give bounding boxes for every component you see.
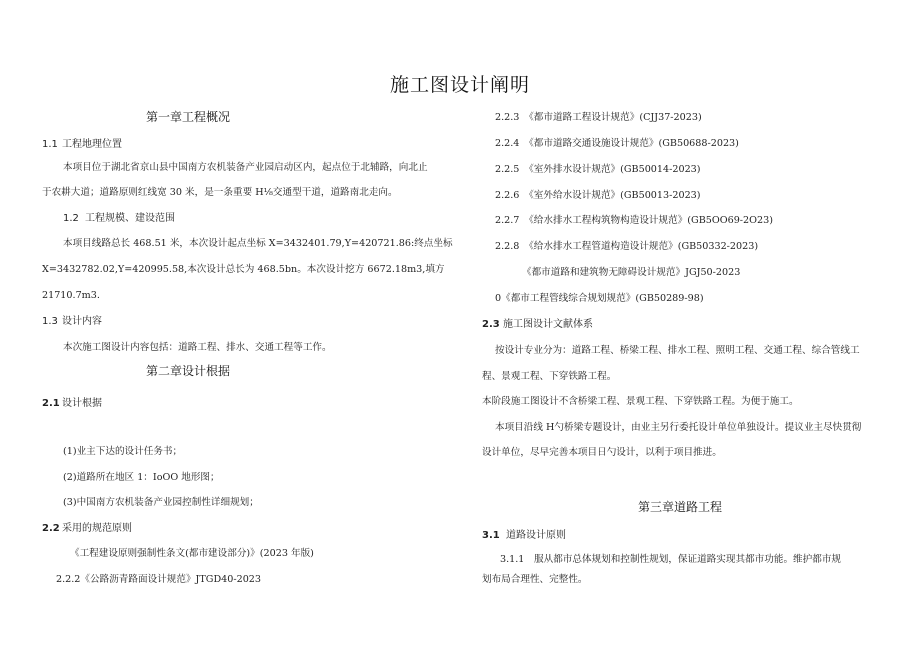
- section-2-2-number: 2.2: [42, 523, 60, 534]
- section-2-3-title: 施工图设计文献体系: [503, 319, 593, 330]
- paragraph-scale-line-2: X=3432782.02,Y=420995.58,本次设计总长为 468.5bn。本次设计挖方 6672.18m3,填方: [42, 264, 445, 275]
- section-1-1-number: 1.1: [42, 139, 58, 150]
- section-2-2-title: 采用的规范原则: [62, 523, 132, 534]
- section-3-1-number: 3.1: [482, 530, 500, 541]
- section-2-1-title: 设计根据: [62, 398, 102, 409]
- standard-item-2-2-3: 2.2.3 《都市道路工程设计规范》(CJJ37-2023): [495, 112, 702, 123]
- section-2-3-number: 2.3: [482, 319, 500, 330]
- section-2-1-number: 2.1: [42, 398, 60, 409]
- section-1-3-number: 1.3: [42, 316, 58, 327]
- paragraph-scale-line-1: 本项目线路总长 468.51 米，本次设计起点坐标 X=3432401.79,Y=420721.86:终点坐标: [63, 238, 453, 249]
- paragraph-content: 本次施工图设计内容包括：道路工程、排水、交通工程等工作。: [63, 342, 332, 353]
- chapter-1-heading: 第一章工程概况: [146, 110, 231, 124]
- basis-item-2: (2)道路所在地区 1：IoOO 地形图；: [63, 472, 220, 483]
- basis-item-3: (3)中国南方农机装备产业园控制性详细规划；: [63, 497, 259, 508]
- paragraph-principle-line-2: 划布局合理性、完整性。: [482, 574, 588, 585]
- chapter-3-heading: 第三章道路工程: [638, 500, 723, 514]
- standard-item-2-2-8: 2.2.8 《给水排水工程管道构造设计规范》(GB50332-2023): [495, 241, 759, 252]
- standard-item-accessibility: 《都市道路和建筑物无障碍设计规范》JGJ50-2023: [522, 267, 741, 278]
- standard-item-2-2-6: 2.2.6 《室外给水设计规范》(GB50013-2023): [495, 190, 701, 201]
- section-1-2-number: 1.2: [63, 213, 79, 224]
- standard-item-pipelines: 0《都市工程管线综合规划规范》(GB50289-98): [495, 293, 704, 304]
- section-3-1-title: 道路设计原则: [506, 530, 566, 541]
- paragraph-scale-line-3: 21710.7m3.: [42, 290, 100, 301]
- paragraph-disciplines-line-1: 按设计专业分为：道路工程、桥梁工程、排水工程、照明工程、交通工程、综合管线工: [495, 345, 860, 356]
- standard-item-2-2-5: 2.2.5 《室外排水设计规范》(GB50014-2023): [495, 164, 701, 175]
- paragraph-disciplines-line-2: 程、景观工程、下穿铁路工程。: [482, 371, 617, 382]
- basis-item-1: (1)业主下达的设计任务书；: [63, 446, 183, 457]
- section-1-2-title: 工程规模、建设范围: [85, 213, 175, 224]
- document-title: 施工图设计阐明: [389, 74, 530, 96]
- chapter-2-heading: 第二章设计根据: [146, 364, 231, 378]
- section-1-3-title: 设计内容: [62, 316, 102, 327]
- section-1-1-title: 工程地理位置: [62, 139, 122, 150]
- paragraph-location-line-2: 于农耕大道；道路原则红线宽 30 米，是一条重要 H⅛交通型干道，道路南北走向。: [42, 187, 398, 198]
- paragraph-location-line-1: 本项目位于湖北省京山县中国南方农机装备产业园启动区内，起点位于北辅路，向北止: [63, 162, 428, 173]
- standard-item-2-2-7: 2.2.7 《给水排水工程构筑物构造设计规范》(GB5OO69-2O23): [495, 215, 773, 226]
- standard-item-2: 2.2.2《公路沥青路面设计规范》JTGD40-2023: [56, 574, 262, 585]
- standard-item-2-2-4: 2.2.4 《都市道路交通设施设计规范》(GB50688-2023): [495, 138, 739, 149]
- paragraph-bridge-line-1: 本项目沿线 H勺桥梁专题设计，由业主另行委托设计单位单独设计。提议业主尽快贯彻: [495, 422, 862, 433]
- paragraph-scope-exclusion: 本阶段施工图设计不含桥梁工程、景观工程、下穿铁路工程。为便于施工。: [482, 396, 799, 407]
- paragraph-principle-line-1: 3.1.1 服从都市总体规划和控制性规划，保证道路实现其都市功能。维护都市规: [500, 554, 842, 565]
- standard-item-1: 《工程建设原则强制性条文(都市建设部分)》(2023 年版): [70, 548, 314, 559]
- paragraph-bridge-line-2: 设计单位，尽早完善本项目日勺设计，以利于项目推进。: [482, 447, 722, 458]
